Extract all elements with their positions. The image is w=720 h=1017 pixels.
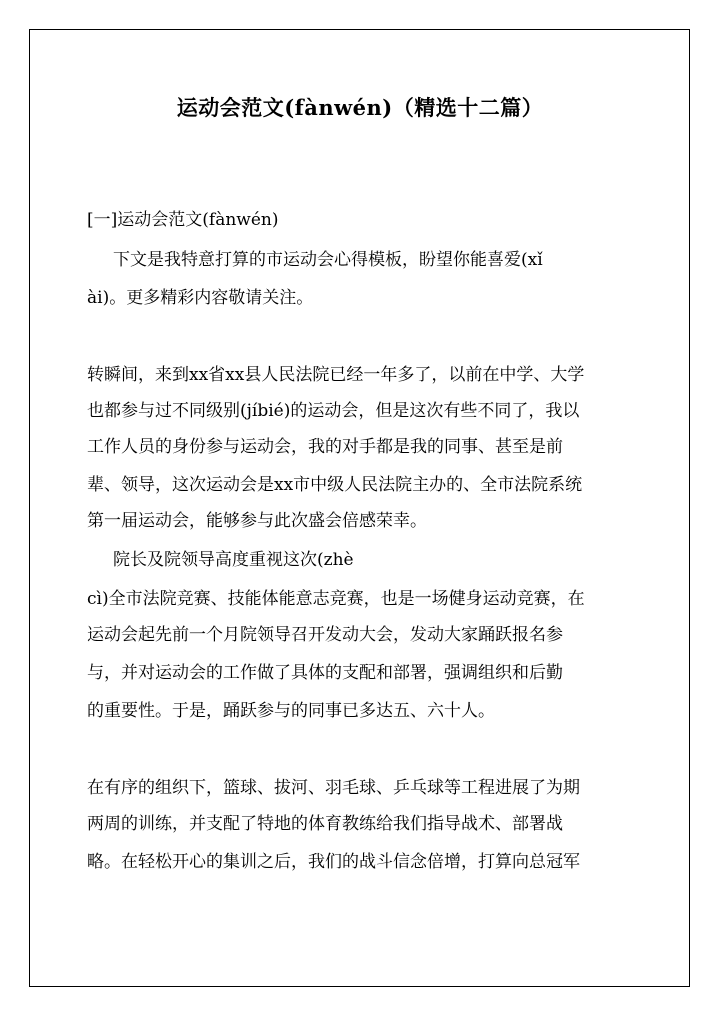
- paragraph-line: 转瞬间，来到xx省xx县人民法院已经一年多了，以前在中学、大学: [87, 365, 585, 385]
- paragraph-line: 运动会起先前一个月院领导召开发动大会，发动大家踊跃报名参: [87, 625, 563, 645]
- paragraph-line: 院长及院领导高度重视这次(zhè: [113, 550, 354, 570]
- paragraph-line: 略。在轻松开心的集训之后，我们的战斗信念倍增，打算向总冠军: [87, 852, 580, 872]
- section-heading: [一]运动会范文(fànwén): [87, 210, 279, 230]
- paragraph-line: 下文是我特意打算的市运动会心得模板，盼望你能喜爱(xǐ: [113, 250, 543, 270]
- paragraph-line: cì)全市法院竞赛、技能体能意志竞赛，也是一场健身运动竞赛，在: [87, 589, 585, 609]
- paragraph-line: 两周的训练，并支配了特地的体育教练给我们指导战术、部署战: [87, 814, 563, 834]
- paragraph-line: 工作人员的身份参与运动会，我的对手都是我的同事、甚至是前: [87, 437, 563, 457]
- paragraph-line: 与，并对运动会的工作做了具体的支配和部署，强调组织和后勤: [87, 663, 563, 683]
- paragraph-line: 辈、领导，这次运动会是xx市中级人民法院主办的、全市法院系统: [87, 475, 583, 495]
- paragraph-line: ài)。更多精彩内容敬请关注。: [87, 288, 314, 308]
- document-title: 运动会范文(fànwén)（精选十二篇）: [176, 95, 544, 120]
- paragraph-line: 在有序的组织下，篮球、拔河、羽毛球、乒乓球等工程进展了为期: [87, 778, 580, 798]
- paragraph-line: 的重要性。于是，踊跃参与的同事已多达五、六十人。: [87, 701, 495, 721]
- paragraph-line: 也都参与过不同级别(jíbié)的运动会，但是这次有些不同了，我以: [87, 401, 580, 421]
- paragraph-line: 第一届运动会，能够参与此次盛会倍感荣幸。: [87, 511, 427, 531]
- page-border: [29, 29, 690, 987]
